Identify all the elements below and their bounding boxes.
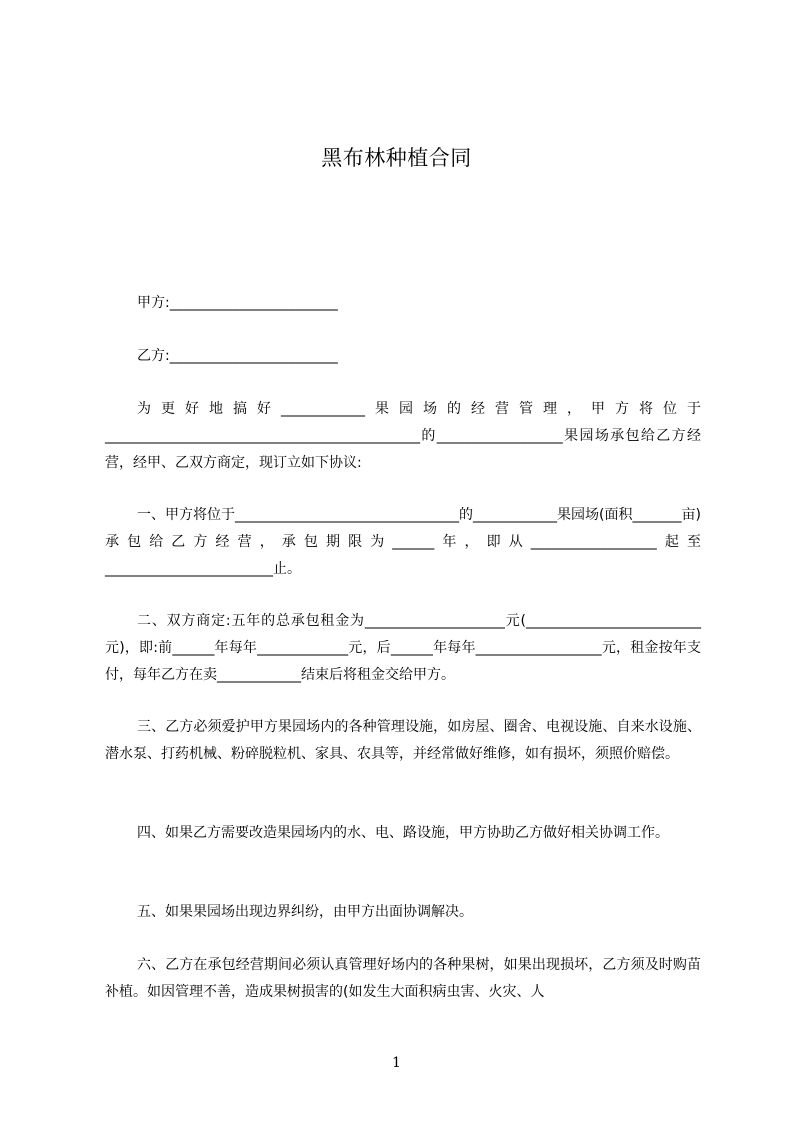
party-a-line: 甲方:________________________ (137, 295, 338, 311)
clause-4: 四、如果乙方需要改造果园场内的水、电、路设施，甲方协助乙方做好相关协调工作。 (137, 825, 669, 841)
page-number: 1 (392, 1055, 401, 1071)
clause-3: 三、乙方必须爱护甲方果园场内的各种管理设施，如房屋、圈舍、电视设施、自来水设施、潜水泵、打药机械、粉碎脱粒机、家具、农具等，并经常做好维修，如有损坏，须照价赔偿。 (105, 719, 701, 762)
clause-2: 二、双方商定:五年的总承包租金为____________________元(_________________________元)，即:前______年每年_____________元，后______年每年__________________元，租金按年支付，每年乙方在卖____________结束后将租金交给甲方。 (105, 613, 701, 683)
clause-1: 一、甲方将位于________________________________的____________果园场(面积_______亩)承包给乙方经营，承包期限为______年，即从__________________起至________________________止。 (105, 507, 701, 577)
party-b-line: 乙方:________________________ (137, 348, 338, 364)
clause-6: 六、乙方在承包经营期间必须认真管理好场内的各种果树，如果出现损坏，乙方须及时购苗补植。如因管理不善，造成果树损害的(如发生大面积病虫害、火灾、人 (105, 957, 701, 1000)
clause-5: 五、如果果园场出现边界纠纷，由甲方出面协调解决。 (137, 904, 473, 920)
document-title: 黑布林种植合同 (321, 146, 472, 170)
intro-paragraph: 为更好地搞好____________果园场的经营管理，甲方将位于_____________________________________________的__________________果园场承包给乙方经营，经甲、乙双方商定，现订立如下协议: (105, 401, 701, 471)
